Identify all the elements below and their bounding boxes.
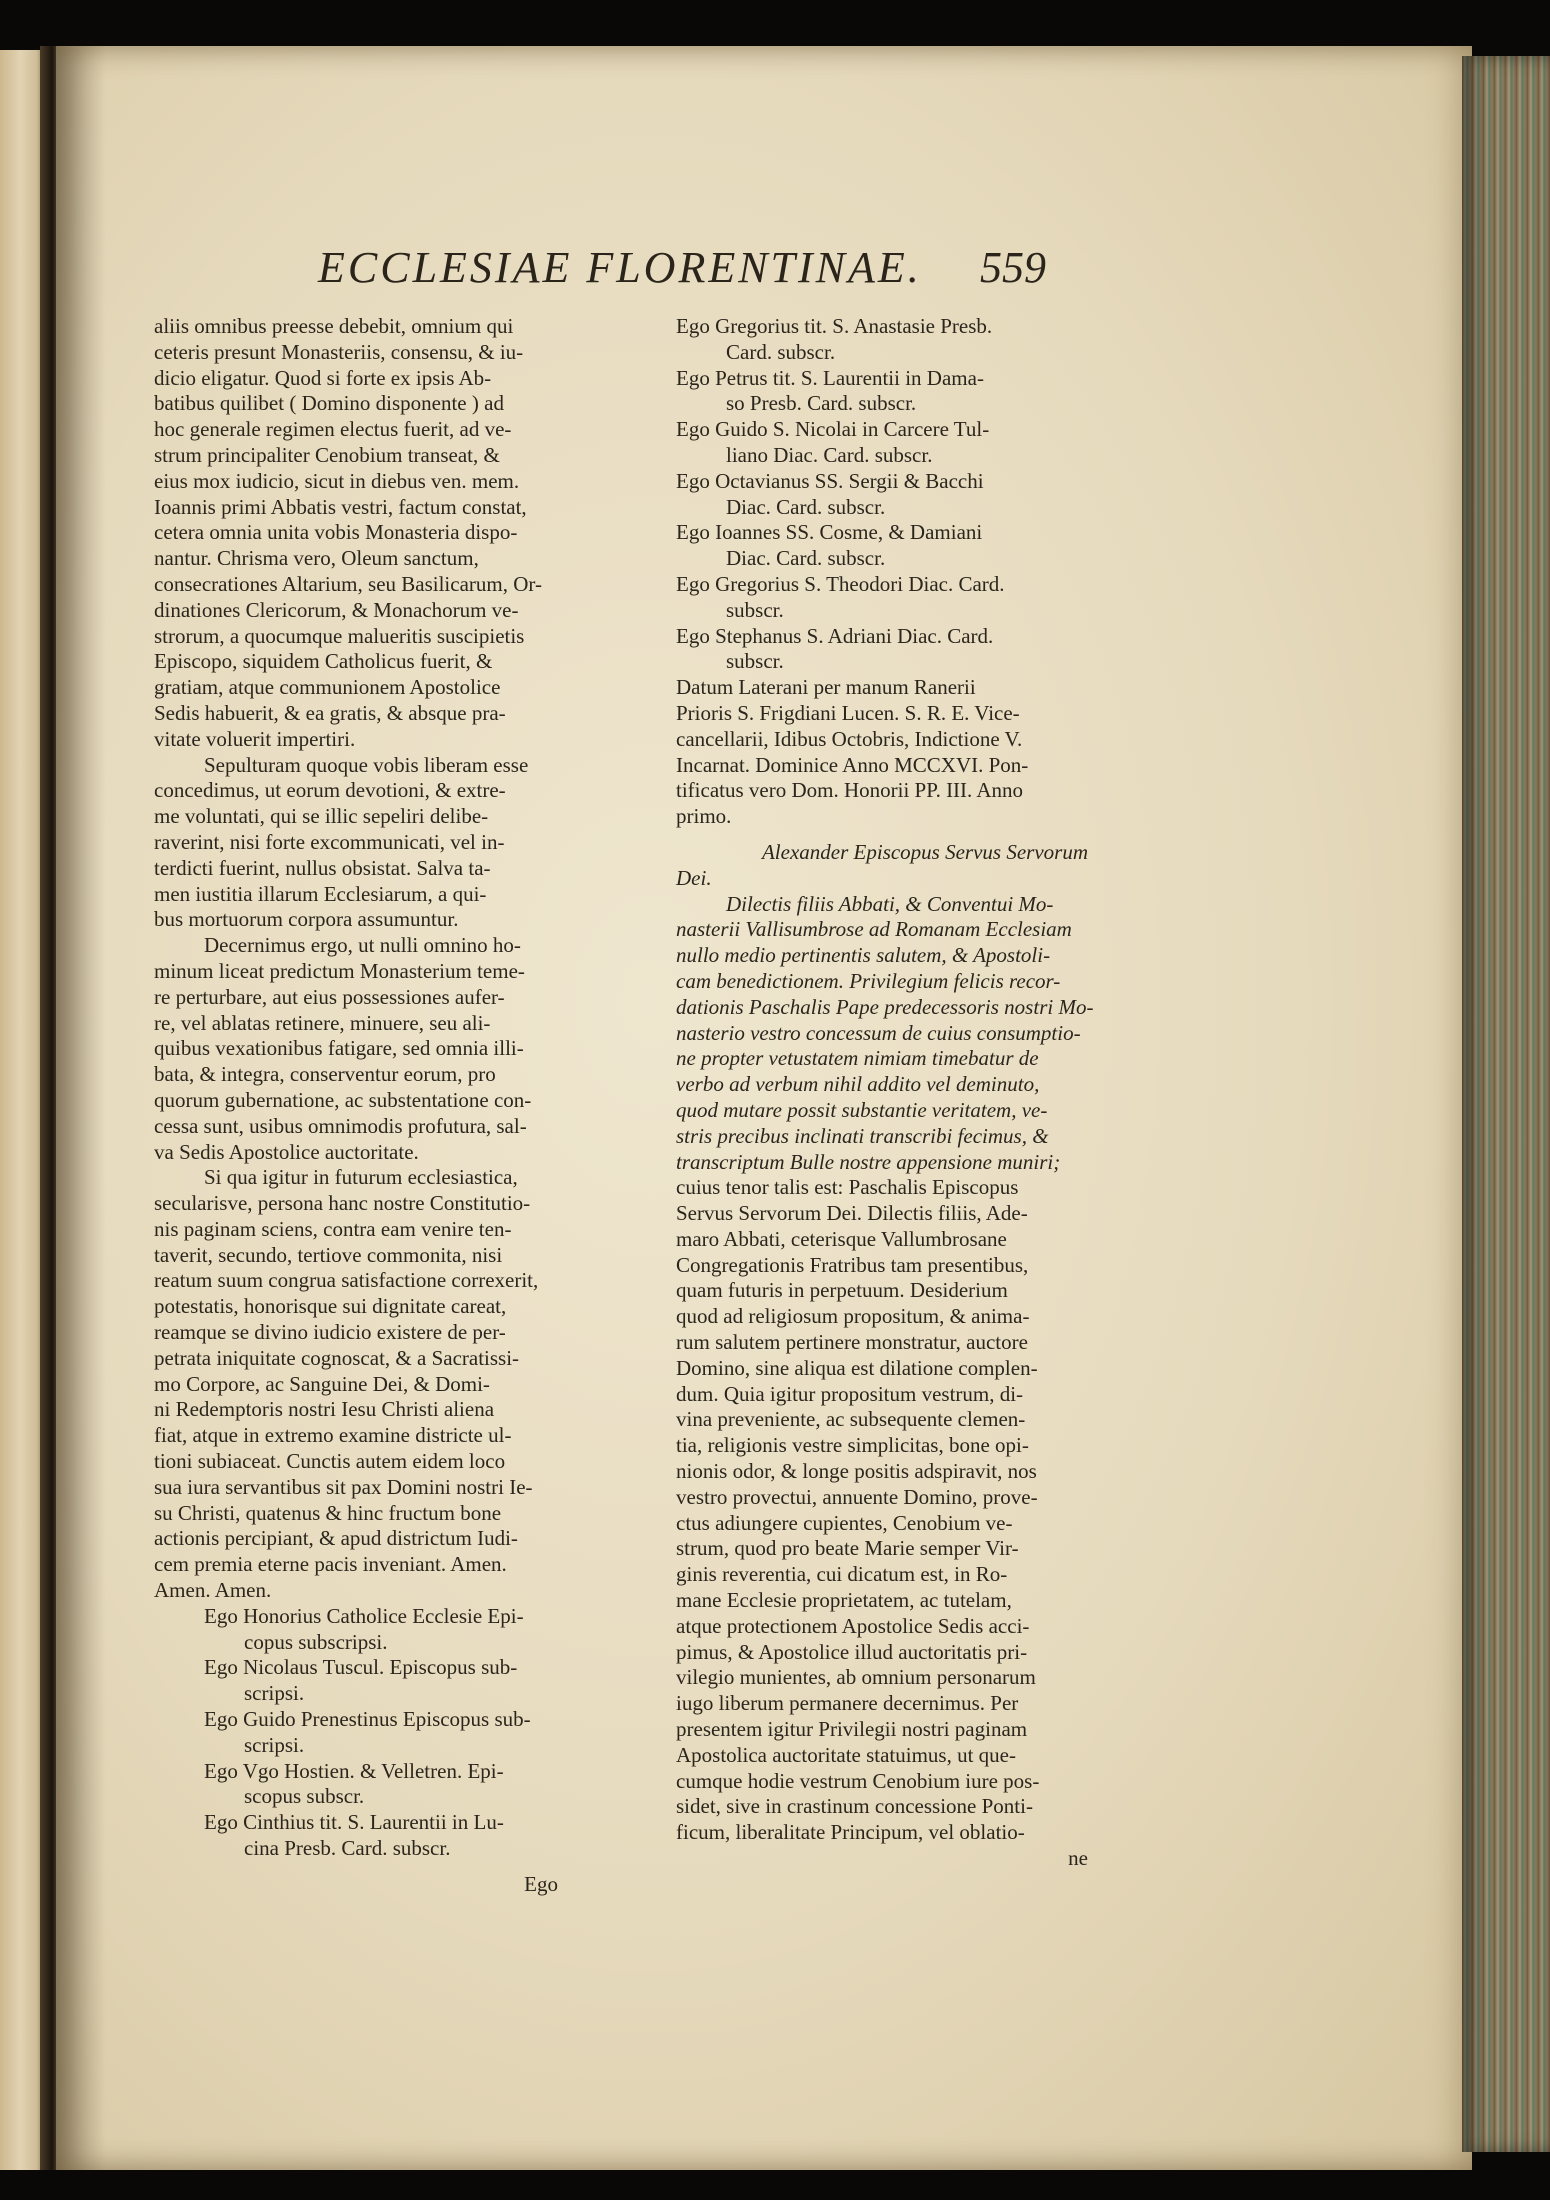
text-line: quod ad religiosum propositum, & anima-	[676, 1304, 1030, 1329]
text-line: cessa sunt, usibus omnimodis profutura, sal-	[154, 1113, 527, 1138]
text-line: strorum, a quocumque malueritis suscipietis	[154, 623, 525, 648]
text-line: subscr.	[726, 649, 784, 674]
text-line: reatum suum congrua satisfactione correxerit,	[154, 1268, 539, 1293]
text-line: Incarnat. Dominice Anno MCCXVI. Pon-	[676, 752, 1029, 777]
text-line: Ioannis primi Abbatis vestri, factum constat,	[154, 494, 527, 519]
text-line: Ego Vgo Hostien. & Velletren. Epi-	[204, 1758, 504, 1783]
text-line: Ego Guido S. Nicolai in Carcere Tul-	[676, 417, 990, 442]
text-line: copus subscripsi.	[244, 1629, 388, 1654]
text-line: Episcopo, siquidem Catholicus fuerit, &	[154, 649, 493, 674]
text-line: Amen. Amen.	[154, 1578, 272, 1603]
text-line: nionis odor, & longe positis adspiravit, nos	[676, 1459, 1037, 1484]
text-line: Apostolica auctoritate statuimus, ut que-	[676, 1742, 1016, 1767]
text-line: primo.	[676, 804, 732, 829]
text-line: Ego Octavianus SS. Sergii & Bacchi	[676, 468, 984, 493]
text-line: fiat, atque in extremo examine districte ul-	[154, 1423, 512, 1448]
text-line: quibus vexationibus fatigare, sed omnia illi-	[154, 1036, 524, 1061]
text-line: minum liceat predictum Monasterium teme-	[154, 958, 525, 983]
text-line: cem premia eterne pacis inveniant. Amen.	[154, 1552, 507, 1577]
text-line: Diac. Card. subscr.	[726, 546, 886, 571]
text-line: transcriptum Bulle nostre appensione muniri;	[676, 1149, 1061, 1174]
text-line: actionis percipiant, & apud districtum Iudi-	[154, 1526, 518, 1551]
text-line: Diac. Card. subscr.	[726, 494, 886, 519]
text-line: scripsi.	[244, 1732, 305, 1757]
text-line: potestatis, honorisque sui dignitate careat,	[154, 1294, 507, 1319]
text-line: Si qua igitur in futurum ecclesiastica,	[204, 1165, 518, 1190]
text-line: cetera omnia unita vobis Monasteria dispo-	[154, 520, 518, 545]
text-line: raverint, nisi forte excommunicati, vel in-	[154, 829, 505, 854]
text-line: re, vel ablatas retinere, minuere, seu ali-	[154, 1010, 491, 1035]
right-text-column	[676, 314, 1094, 2124]
text-line: Ego Gregorius S. Theodori Diac. Card.	[676, 571, 1005, 596]
text-line: ne propter vetustatem nimiam timebatur de	[676, 1046, 1039, 1071]
text-line: Domino, sine aliqua est dilatione complen-	[676, 1355, 1038, 1380]
text-line: Sedis habuerit, & ea gratis, & absque pra-	[154, 700, 506, 725]
text-line: Alexander Episcopus Servus Servorum	[761, 839, 1088, 864]
running-header: ECCLESIAE FLORENTINAE.	[318, 243, 922, 292]
text-line: maro Abbati, ceterisque Vallumbrosane	[676, 1226, 1007, 1251]
text-line: quod mutare possit substantie veritatem, ve-	[676, 1097, 1048, 1122]
text-line: dicio eligatur. Quod si forte ex ipsis Ab-	[154, 365, 492, 390]
text-line: Ego Petrus tit. S. Laurentii in Dama-	[676, 365, 984, 390]
page-number: 559	[980, 243, 1046, 292]
text-line: re perturbare, aut eius possessiones aufer-	[154, 984, 505, 1009]
text-line: cancellarii, Idibus Octobris, Indictione V.	[676, 726, 1023, 751]
text-line: Ego Cinthius tit. S. Laurentii in Lu-	[204, 1810, 504, 1835]
text-line: nullo medio pertinentis salutem, & Apostoli-	[676, 943, 1051, 968]
text-line: ginis reverentia, cui dicatum est, in Ro-	[676, 1562, 1008, 1587]
text-line: ceteris presunt Monasteriis, consensu, & iu-	[154, 339, 524, 364]
text-line: scripsi.	[244, 1681, 305, 1706]
text-line: scopus subscr.	[244, 1784, 365, 1809]
text-line: bata, & integra, conserventur eorum, pro	[154, 1062, 496, 1087]
text-line: atque protectionem Apostolice Sedis acci-	[676, 1613, 1030, 1638]
text-line: Ego Ioannes SS. Cosme, & Damiani	[676, 520, 983, 545]
text-line: Ego Guido Prenestinus Episcopus sub-	[204, 1707, 531, 1732]
text-line: va Sedis Apostolice auctoritate.	[154, 1139, 419, 1164]
text-line: cina Presb. Card. subscr.	[244, 1836, 451, 1861]
text-line: batibus quilibet ( Domino disponente ) ad	[154, 391, 504, 416]
text-line: cumque hodie vestrum Cenobium iure pos-	[676, 1768, 1040, 1793]
text-line: eius mox iudicio, sicut in diebus ven. mem.	[154, 468, 520, 493]
text-line: nasterii Vallisumbrose ad Romanam Ecclesiam	[676, 917, 1072, 942]
text-line: so Presb. Card. subscr.	[726, 391, 917, 416]
text-line: Ego Stephanus S. Adriani Diac. Card.	[676, 623, 994, 648]
text-line: ficum, liberalitate Principum, vel oblatio-	[676, 1820, 1025, 1845]
text-line: tia, religionis vestre simplicitas, bone opi-	[676, 1433, 1029, 1458]
text-line: strum, quod pro beate Marie semper Vir-	[676, 1536, 1019, 1561]
text-line: Ego Gregorius tit. S. Anastasie Presb.	[676, 314, 993, 338]
text-line: dinationes Clericorum, & Monachorum ve-	[154, 597, 519, 622]
text-line: secularisve, persona hanc nostre Constitutio-	[154, 1191, 531, 1216]
text-line: Congregationis Fratribus tam presentibus,	[676, 1252, 1029, 1277]
text-line: ni Redemptoris nostri Iesu Christi aliena	[154, 1397, 495, 1422]
text-line: dationis Paschalis Pape predecessoris nostri Mo-	[676, 994, 1094, 1019]
page-edges	[1462, 56, 1550, 2152]
text-line: Servus Servorum Dei. Dilectis filiis, Ade-	[676, 1201, 1028, 1226]
text-line: vina preveniente, ac subsequente clemen-	[676, 1407, 1026, 1432]
text-line: petrata iniquitate cognoscat, & a Sacratissi-	[154, 1345, 520, 1370]
text-line: bus mortuorum corpora assumuntur.	[154, 907, 459, 932]
text-line: rum salutem pertinere monstratur, auctore	[676, 1330, 1028, 1355]
text-line: sua iura servantibus sit pax Domini nostri Ie-	[154, 1474, 533, 1499]
text-line: Sepulturam quoque vobis liberam esse	[204, 752, 529, 777]
text-line: hoc generale regimen electus fuerit, ad ve-	[154, 417, 512, 442]
text-line: Datum Laterani per manum Ranerii	[676, 675, 976, 700]
text-line: Ego Honorius Catholice Ecclesie Epi-	[204, 1603, 524, 1628]
text-line: concedimus, ut eorum devotioni, & extre-	[154, 778, 506, 803]
text-line: Dei.	[676, 865, 712, 890]
text-line: presentem igitur Privilegii nostri paginam	[676, 1717, 1028, 1742]
text-line: Ego	[524, 1871, 558, 1896]
text-line: quam futuris in perpetuum. Desiderium	[676, 1278, 1008, 1303]
text-line: ctus adiungere cupientes, Cenobium ve-	[676, 1510, 1013, 1535]
text-line: terdicti fuerint, nullus obsistat. Salva ta-	[154, 855, 491, 880]
text-line: verbo ad verbum nihil addito vel deminuto,	[676, 1072, 1040, 1097]
text-line: quorum gubernatione, ac substentatione con-	[154, 1087, 532, 1112]
text-line: reamque se divino iudicio existere de per-	[154, 1320, 506, 1345]
text-line: gratiam, atque communionem Apostolice	[154, 675, 501, 700]
text-line: iugo liberum permanere decernimus. Per	[676, 1691, 1019, 1716]
text-line: cam benedictionem. Privilegium felicis recor-	[676, 968, 1061, 993]
text-line: tificatus vero Dom. Honorii PP. III. Anno	[676, 778, 1024, 803]
text-line: ne	[1068, 1846, 1088, 1871]
text-line: subscr.	[726, 597, 784, 622]
text-line: vitate voluerit impertiri.	[154, 726, 356, 751]
text-line: su Christi, quatenus & hinc fructum bone	[154, 1500, 502, 1525]
text-line: consecrationes Altarium, seu Basilicarum, Or-	[154, 571, 542, 596]
text-line: liano Diac. Card. subscr.	[726, 442, 933, 467]
text-line: tioni subiaceat. Cunctis autem eidem loco	[154, 1449, 506, 1474]
left-text-column	[154, 314, 558, 2124]
text-line: stris precibus inclinati transcribi fecimus, &	[676, 1123, 1049, 1148]
text-line: taverit, secundo, tertiove commonita, nisi	[154, 1242, 503, 1267]
text-line: Dilectis filiis Abbati, & Conventui Mo-	[726, 891, 1054, 916]
text-line: aliis omnibus preesse debebit, omnium qui	[154, 314, 514, 338]
text-line: me voluntati, qui se illic sepeliri delibe-	[154, 804, 489, 829]
text-line: cuius tenor talis est: Paschalis Episcopus	[676, 1175, 1019, 1200]
text-line: nis paginam sciens, contra eam venire ten-	[154, 1216, 512, 1241]
text-line: sidet, sive in crastinum concessione Ponti-	[676, 1794, 1033, 1819]
text-line: nasterio vestro concessum de cuius consumptio-	[676, 1020, 1081, 1045]
text-line: nantur. Chrisma vero, Oleum sanctum,	[154, 546, 479, 571]
text-line: Decernimus ergo, ut nulli omnino ho-	[204, 933, 521, 958]
text-line: strum principaliter Cenobium transeat, &	[154, 442, 500, 467]
text-line: vilegio munientes, ab omnium personarum	[676, 1665, 1036, 1690]
text-line: Ego Nicolaus Tuscul. Episcopus sub-	[204, 1655, 518, 1680]
text-line: pimus, & Apostolice illud auctoritatis pri-	[676, 1639, 1028, 1664]
text-line: men iustitia illarum Ecclesiarum, a qui-	[154, 881, 487, 906]
text-line: dum. Quia igitur propositum vestrum, di-	[676, 1381, 1024, 1406]
text-line: vestro provectui, annuente Domino, prove-	[676, 1484, 1038, 1509]
text-line: Prioris S. Frigdiani Lucen. S. R. E. Vice-	[676, 700, 1020, 725]
text-line: Card. subscr.	[726, 339, 836, 364]
text-line: mo Corpore, ac Sanguine Dei, & Domi-	[154, 1371, 490, 1396]
text-line: mane Ecclesie proprietatem, ac tutelam,	[676, 1588, 1012, 1613]
